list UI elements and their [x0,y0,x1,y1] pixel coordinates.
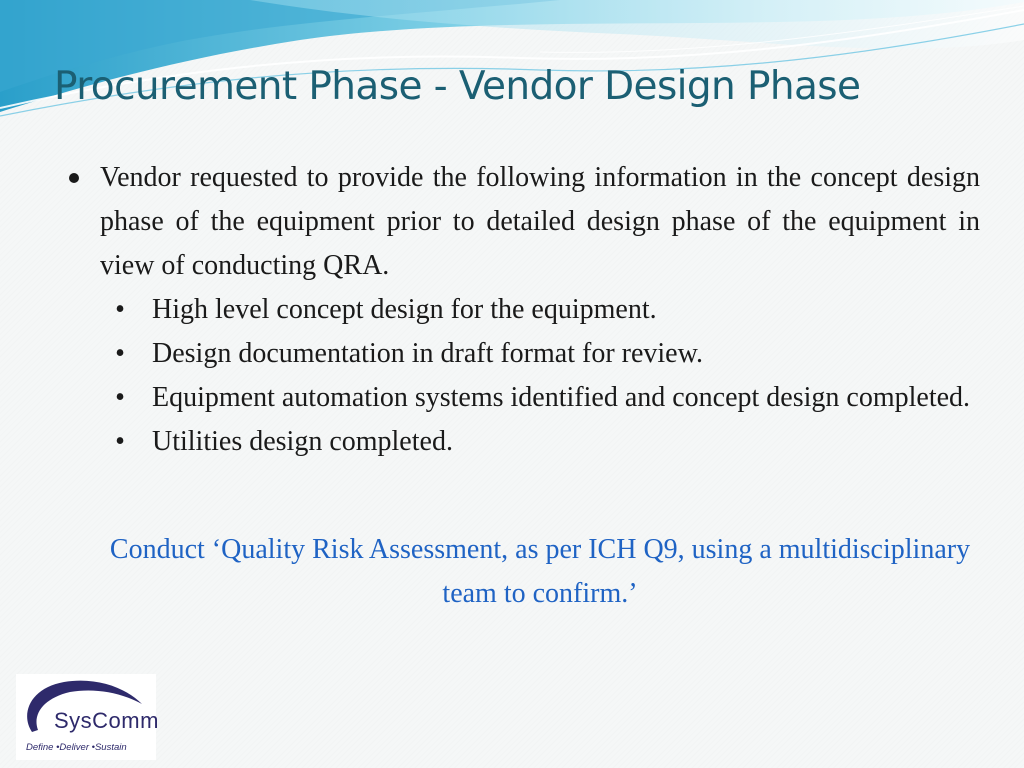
sub-bullet-text: Utilities design completed. [152,426,453,457]
slide-body [62,156,980,464]
sub-bullet-item [62,420,980,464]
sub-bullet-list [62,288,980,464]
sub-bullet-item [62,376,980,420]
slide-title: Procurement Phase - Vendor Design Phase [54,64,861,109]
logo-name: SysComm [54,708,159,733]
main-bullet-text: Vendor requested to provide the following information in the concept design phase of the equipment prior to detailed design phase of the equipment in view of conducting QRA. [100,162,980,281]
syscomm-logo [16,674,159,760]
main-bullet-item [62,156,980,288]
sub-bullet-item [62,332,980,376]
logo-tagline: Define •Deliver •Sustain [26,742,127,753]
filled-circle-bullet-icon [62,156,86,200]
sub-bullet-marker: • [115,338,125,369]
sub-bullet-text: High level concept design for the equipment. [152,294,657,325]
qra-note: Conduct ‘Quality Risk Assessment, as per ICH Q9, using a multidisciplinary team to confirm.’ [109,534,971,609]
sub-bullet-text: Equipment automation systems identified and concept design completed. [152,382,971,413]
sub-bullet-marker: • [115,426,125,457]
sub-bullet-marker: • [115,382,125,413]
sub-bullet-marker: • [115,294,125,325]
sub-bullet-item [62,288,980,332]
sub-bullet-text: Design documentation in draft format for review. [152,338,704,369]
